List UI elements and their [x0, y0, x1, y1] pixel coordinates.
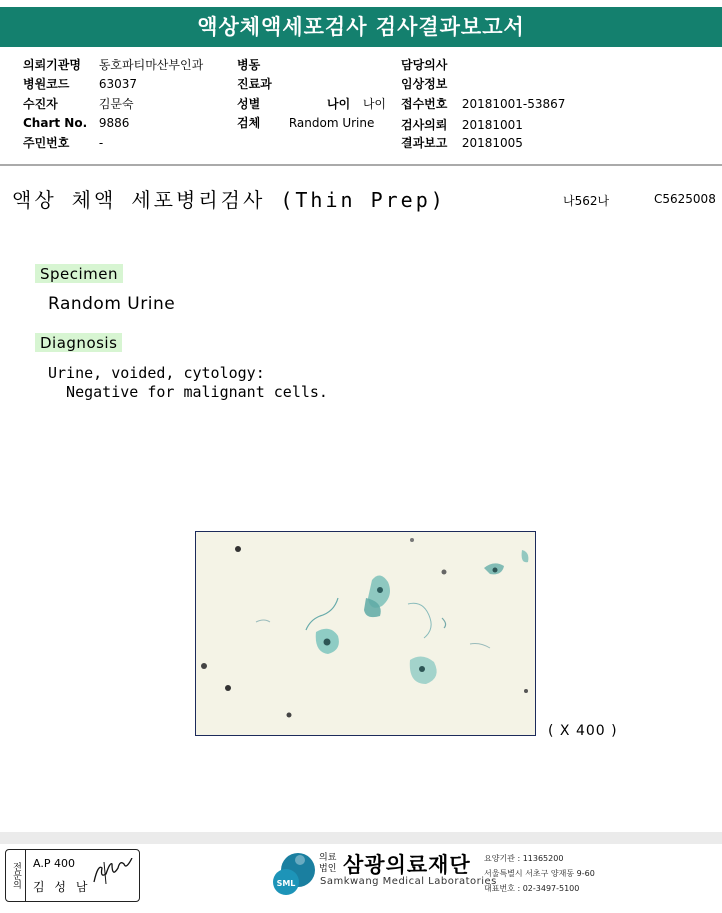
- info-label: 병원코드: [23, 77, 70, 91]
- info-row: [23, 95, 134, 112]
- info-value: 63037: [98, 77, 138, 91]
- contact-line: 서울특별시 서초구 양재동 9-60: [484, 869, 595, 878]
- info-label: 진료과: [237, 77, 272, 91]
- info-value: 20181005: [461, 136, 523, 150]
- info-label: Chart No.: [23, 116, 88, 130]
- signature-scrawl-icon: [92, 858, 136, 888]
- info-row: [23, 56, 203, 73]
- contact-line: 대표번호 : 02-3497-5100: [484, 884, 580, 893]
- signature-name: 김 성 남: [33, 880, 91, 894]
- info-label: 검사의뢰: [401, 118, 448, 132]
- info-row: [401, 75, 462, 92]
- info-label: 결과보고: [401, 136, 448, 150]
- header-divider: [0, 164, 722, 166]
- info-row: [401, 56, 462, 73]
- report-code-a: 나562나: [563, 194, 610, 208]
- info-label: 임상정보: [401, 77, 448, 91]
- info-label: 접수번호: [401, 97, 448, 111]
- info-row: [237, 95, 289, 112]
- info-row: [23, 75, 137, 92]
- logo-text: SML: [276, 879, 296, 888]
- info-label: 검체: [237, 116, 261, 130]
- specimen-heading: Specimen: [35, 264, 123, 283]
- signature-box: [5, 849, 140, 902]
- info-label: 주민번호: [23, 136, 70, 150]
- org-english-name: Samkwang Medical Laboratories: [320, 876, 497, 887]
- info-row: [23, 116, 129, 130]
- specimen-value: Random Urine: [48, 294, 176, 314]
- sml-logo-icon: [270, 850, 318, 898]
- microscopy-image: [195, 531, 536, 736]
- info-row: [401, 95, 565, 112]
- footer-separator: [0, 832, 722, 844]
- diagnosis-line: Urine, voided, cytology:: [48, 364, 265, 382]
- info-value: 김문숙: [98, 97, 134, 111]
- age-value: 나이: [362, 97, 387, 111]
- info-value: 20181001: [461, 118, 523, 132]
- info-value: 20181001-53867: [461, 97, 566, 111]
- info-value: Random Urine: [288, 116, 375, 130]
- diagnosis-heading: Diagnosis: [35, 333, 122, 352]
- info-value: -: [98, 136, 104, 150]
- info-label: 성별: [237, 97, 261, 111]
- info-row: [237, 75, 289, 92]
- info-label: 담당의사: [401, 58, 448, 72]
- cytology-cells-illustration: [196, 532, 535, 735]
- info-row: [401, 116, 523, 133]
- info-label: 수진자: [23, 97, 58, 111]
- org-prefix: [319, 853, 336, 875]
- info-label: 병동: [237, 58, 261, 72]
- age-label: 나이: [327, 97, 351, 111]
- diagnosis-line: Negative for malignant cells.: [48, 383, 328, 401]
- info-row: [237, 56, 289, 73]
- signature-side-label: 전문의: [6, 850, 26, 901]
- info-row: [237, 114, 374, 131]
- section-title: 액상 체액 세포병리검사 (Thin Prep): [12, 188, 446, 212]
- org-name: 삼광의료재단: [343, 853, 471, 877]
- info-label: 의뢰기관명: [23, 58, 81, 72]
- info-row: [23, 134, 103, 151]
- report-title: 액상체액세포검사 검사결과보고서: [0, 7, 722, 47]
- org-prefix-line: 법인: [319, 864, 337, 874]
- info-value: 동호파티마산부인과: [98, 58, 204, 72]
- age-row: [327, 95, 386, 112]
- contact-line: 요양기관 : 11365200: [484, 854, 564, 863]
- org-prefix-line: 의료: [319, 853, 337, 863]
- info-value: 9886: [98, 116, 130, 130]
- report-code-b: C5625008: [654, 192, 716, 206]
- info-row: [401, 134, 523, 151]
- signature-ap-number: A.P 400: [33, 857, 75, 870]
- magnification-label: ( X 400 ): [548, 723, 618, 739]
